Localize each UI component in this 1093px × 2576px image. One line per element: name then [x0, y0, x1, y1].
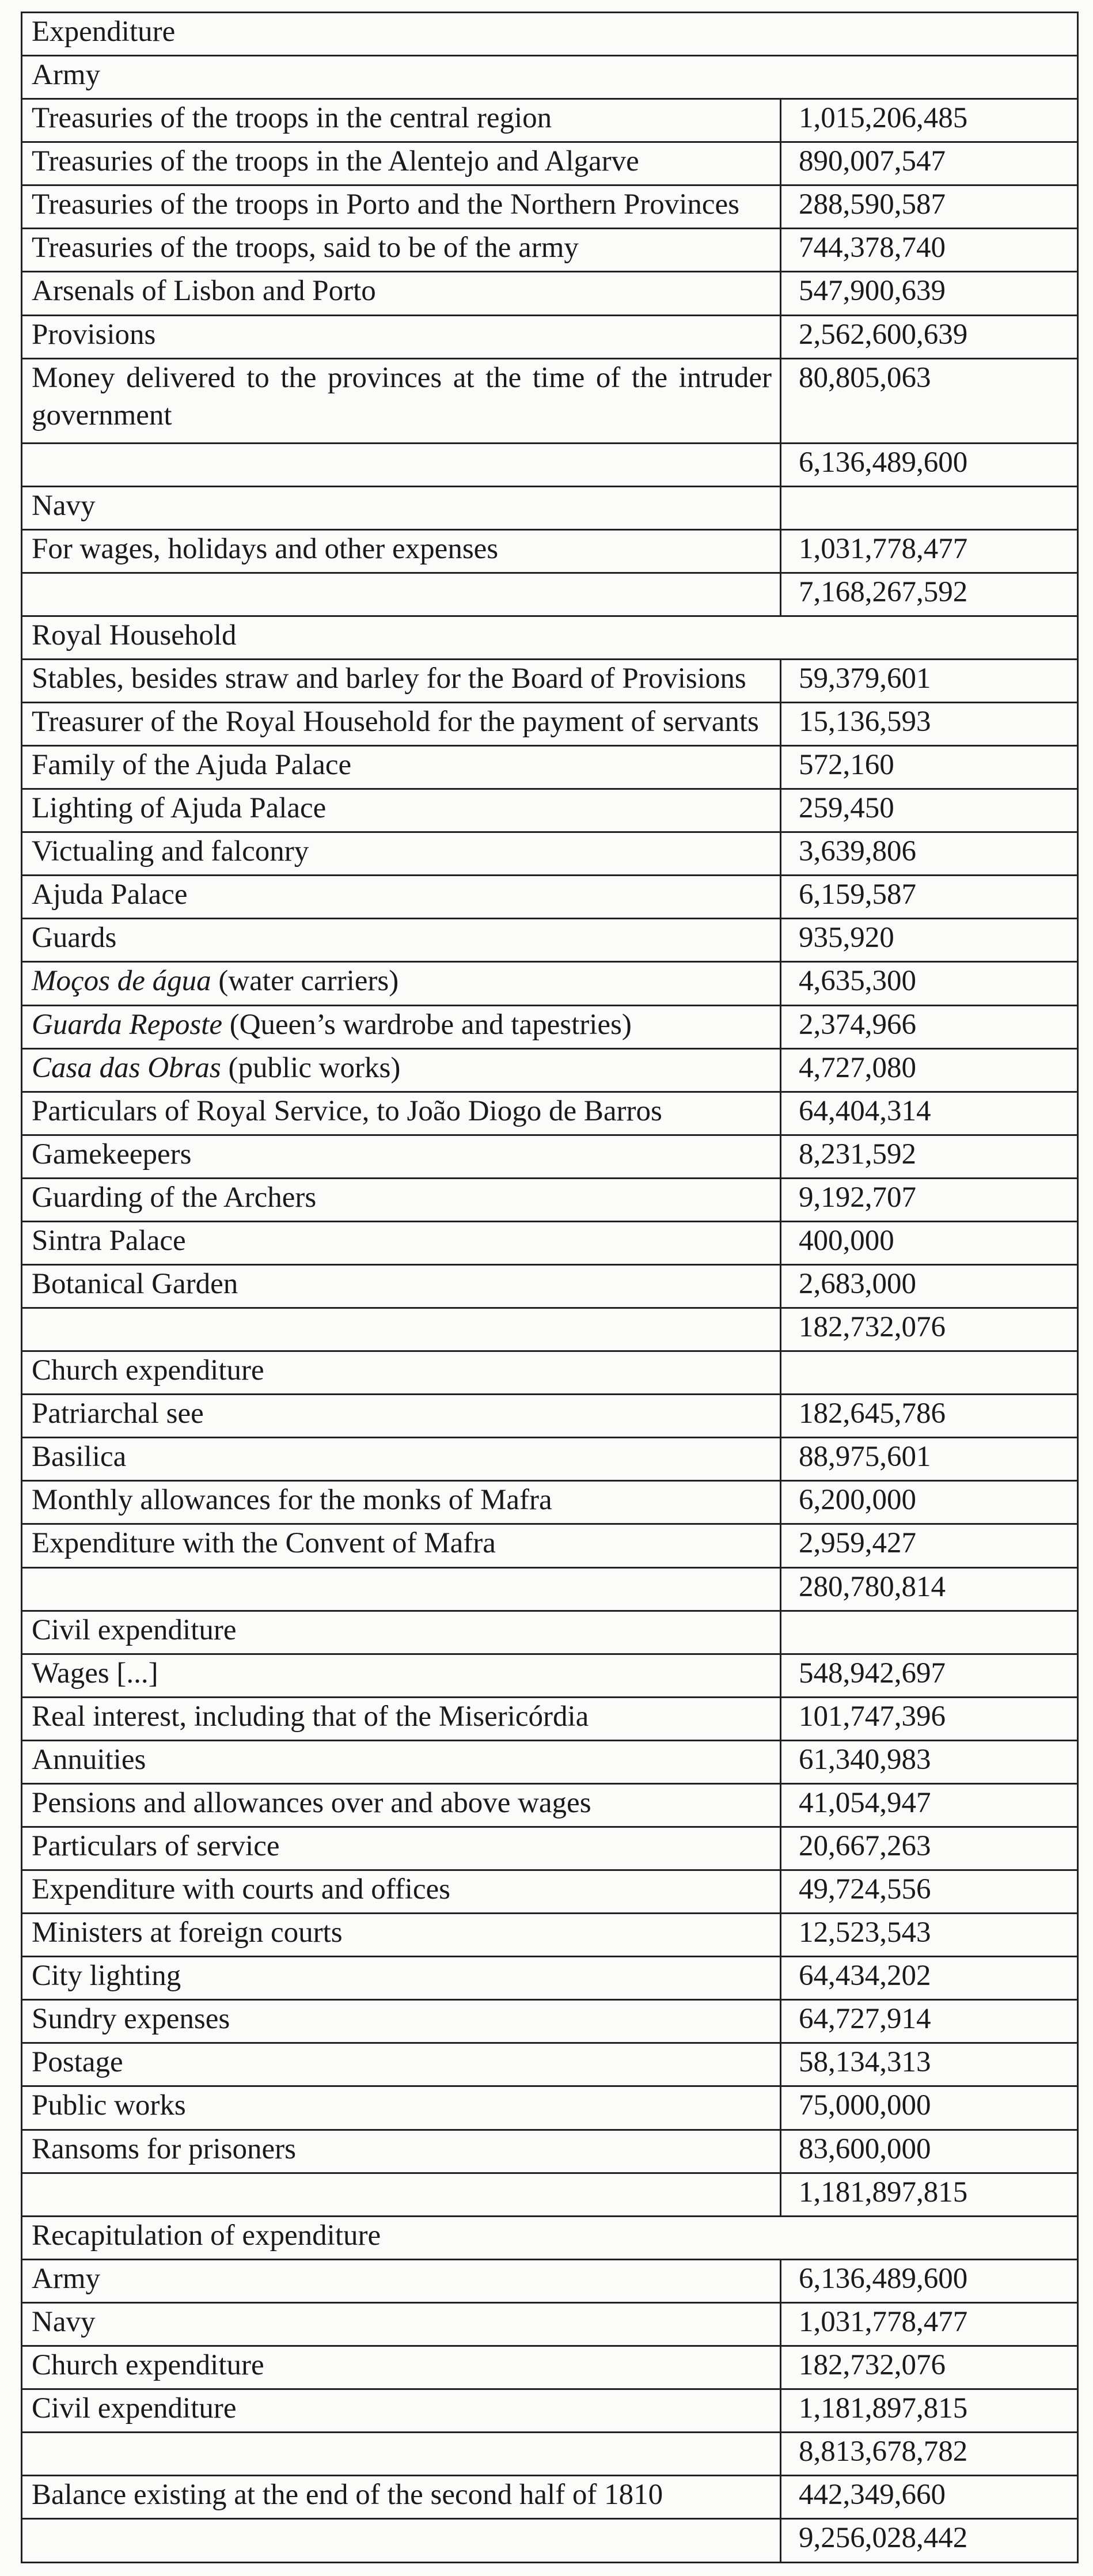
subtotal-row	[22, 573, 1078, 616]
item-label: Postage	[22, 2043, 781, 2086]
item-label: Botanical Garden	[22, 1264, 781, 1308]
section-label: Civil expenditure	[22, 1611, 781, 1654]
item-value: 182,732,076	[781, 2346, 1078, 2389]
item-value: 890,007,547	[781, 142, 1078, 185]
item-value: 1,031,778,477	[781, 529, 1078, 573]
item-value: 547,900,639	[781, 272, 1078, 315]
item-label: Treasurer of the Royal Household for the payment of servants	[22, 702, 781, 745]
item-label: Guards	[22, 919, 781, 962]
item-label: Balance existing at the end of the second half of 1810	[22, 2476, 781, 2519]
table-row	[22, 1395, 1078, 1438]
table-row	[22, 229, 1078, 272]
item-label: Guarding of the Archers	[22, 1178, 781, 1221]
item-value: 8,231,592	[781, 1135, 1078, 1178]
item-value: 288,590,587	[781, 185, 1078, 229]
subtotal-row	[22, 2519, 1078, 2563]
item-label: Sintra Palace	[22, 1221, 781, 1264]
item-label: Stables, besides straw and barley for the Board of Provisions	[22, 659, 781, 702]
item-label: Ministers at foreign courts	[22, 1914, 781, 1957]
item-label-rest: (Queen’s wardrobe and tapestries)	[222, 1008, 632, 1041]
section-label: Church expenditure	[22, 1351, 781, 1395]
item-value: 2,374,966	[781, 1005, 1078, 1048]
section-row	[22, 486, 1078, 529]
item-value: 259,450	[781, 789, 1078, 832]
table-row	[22, 2476, 1078, 2519]
item-value: 548,942,697	[781, 1654, 1078, 1697]
item-label: Patriarchal see	[22, 1395, 781, 1438]
subtotal-row	[22, 443, 1078, 486]
table-row	[22, 1957, 1078, 2000]
table-row	[22, 2389, 1078, 2433]
item-value	[781, 1351, 1078, 1395]
expenditure-table-body	[22, 13, 1078, 2563]
item-value	[781, 486, 1078, 529]
item-label: Particulars of service	[22, 1827, 781, 1870]
item-value: 2,562,600,639	[781, 315, 1078, 358]
subtotal-value: 6,136,489,600	[781, 443, 1078, 486]
table-row	[22, 702, 1078, 745]
item-value	[781, 1611, 1078, 1654]
item-label-italic: Casa das Obras	[32, 1051, 221, 1084]
table-row	[22, 185, 1078, 229]
table-row	[22, 1178, 1078, 1221]
table-row	[22, 1524, 1078, 1567]
item-label: Victualing and falconry	[22, 832, 781, 876]
table-row	[22, 1221, 1078, 1264]
item-value: 15,136,593	[781, 702, 1078, 745]
item-value: 6,136,489,600	[781, 2259, 1078, 2302]
item-value: 935,920	[781, 919, 1078, 962]
item-value: 4,635,300	[781, 962, 1078, 1005]
item-value: 101,747,396	[781, 1697, 1078, 1740]
item-label: Treasuries of the troops in the Alentejo and Algarve	[22, 142, 781, 185]
table-row	[22, 2130, 1078, 2173]
table-row	[22, 1438, 1078, 1481]
item-label: Gamekeepers	[22, 1135, 781, 1178]
section-header: Army	[22, 56, 1078, 99]
item-value: 400,000	[781, 1221, 1078, 1264]
item-value: 83,600,000	[781, 2130, 1078, 2173]
table-row	[22, 2086, 1078, 2130]
subtotal-label	[22, 2519, 781, 2563]
item-value: 9,192,707	[781, 1178, 1078, 1221]
item-value: 64,434,202	[781, 1957, 1078, 2000]
table-row	[22, 2000, 1078, 2043]
subtotal-value: 280,780,814	[781, 1567, 1078, 1611]
subtotal-value: 8,813,678,782	[781, 2433, 1078, 2476]
subtotal-row	[22, 2433, 1078, 2476]
item-value: 1,031,778,477	[781, 2302, 1078, 2346]
item-label: Civil expenditure	[22, 2389, 781, 2433]
item-label: City lighting	[22, 1957, 781, 2000]
item-value: 61,340,983	[781, 1740, 1078, 1783]
item-label: Navy	[22, 2302, 781, 2346]
table-row	[22, 1697, 1078, 1740]
table-row	[22, 789, 1078, 832]
table-row	[22, 1092, 1078, 1135]
item-value: 3,639,806	[781, 832, 1078, 876]
section-row	[22, 1351, 1078, 1395]
table-row	[22, 529, 1078, 573]
table-row	[22, 1870, 1078, 1914]
table-row	[22, 358, 1078, 443]
table-row	[22, 2346, 1078, 2389]
item-label: Real interest, including that of the Misericórdia	[22, 1697, 781, 1740]
subtotal-label	[22, 1567, 781, 1611]
subtotal-label	[22, 2433, 781, 2476]
item-label: Annuities	[22, 1740, 781, 1783]
expenditure-document	[21, 12, 1077, 2563]
section-header: Royal Household	[22, 616, 1078, 659]
item-value: 64,727,914	[781, 2000, 1078, 2043]
table-row	[22, 1783, 1078, 1827]
table-row	[22, 2043, 1078, 2086]
item-value: 4,727,080	[781, 1048, 1078, 1092]
subtotal-label	[22, 2173, 781, 2216]
item-label: Treasuries of the troops, said to be of the army	[22, 229, 781, 272]
section-header: Expenditure	[22, 13, 1078, 56]
section-row	[22, 1611, 1078, 1654]
table-row	[22, 962, 1078, 1005]
section-header: Recapitulation of expenditure	[22, 2216, 1078, 2259]
item-label: Army	[22, 2259, 781, 2302]
table-row	[22, 1135, 1078, 1178]
item-label-rest: (public works)	[221, 1051, 401, 1084]
item-label: Sundry expenses	[22, 2000, 781, 2043]
table-row	[22, 1914, 1078, 1957]
item-label: For wages, holidays and other expenses	[22, 529, 781, 573]
item-label: Lighting of Ajuda Palace	[22, 789, 781, 832]
item-label: Basilica	[22, 1438, 781, 1481]
item-value: 20,667,263	[781, 1827, 1078, 1870]
item-value: 58,134,313	[781, 2043, 1078, 2086]
section-header-row	[22, 2216, 1078, 2259]
item-label-italic: Guarda Reposte	[32, 1008, 222, 1041]
table-row	[22, 746, 1078, 789]
item-label	[22, 962, 781, 1005]
item-label: Ransoms for prisoners	[22, 2130, 781, 2173]
subtotal-value: 9,256,028,442	[781, 2519, 1078, 2563]
item-label: Money delivered to the provinces at the time of the intruder government	[22, 358, 781, 443]
item-value: 1,015,206,485	[781, 99, 1078, 142]
expenditure-table	[21, 12, 1079, 2563]
item-value: 88,975,601	[781, 1438, 1078, 1481]
table-row	[22, 1740, 1078, 1783]
item-label-italic: Moços de água	[32, 965, 211, 998]
table-row	[22, 2259, 1078, 2302]
subtotal-label	[22, 1308, 781, 1351]
section-header-row	[22, 13, 1078, 56]
item-label: Ajuda Palace	[22, 876, 781, 919]
item-value: 75,000,000	[781, 2086, 1078, 2130]
subtotal-label	[22, 443, 781, 486]
item-label: Public works	[22, 2086, 781, 2130]
table-row	[22, 1827, 1078, 1870]
item-label: Church expenditure	[22, 2346, 781, 2389]
item-value: 6,159,587	[781, 876, 1078, 919]
item-label	[22, 1005, 781, 1048]
item-value: 59,379,601	[781, 659, 1078, 702]
item-value: 182,645,786	[781, 1395, 1078, 1438]
table-row	[22, 2302, 1078, 2346]
item-value: 1,181,897,815	[781, 2389, 1078, 2433]
item-value: 41,054,947	[781, 1783, 1078, 1827]
table-row	[22, 272, 1078, 315]
section-header-row	[22, 616, 1078, 659]
item-value: 2,683,000	[781, 1264, 1078, 1308]
item-label: Monthly allowances for the monks of Mafra	[22, 1481, 781, 1524]
item-label-rest: (water carriers)	[211, 965, 399, 998]
item-label: Family of the Ajuda Palace	[22, 746, 781, 789]
table-row	[22, 315, 1078, 358]
item-label: Treasuries of the troops in the central region	[22, 99, 781, 142]
item-value: 2,959,427	[781, 1524, 1078, 1567]
subtotal-value: 7,168,267,592	[781, 573, 1078, 616]
item-label: Arsenals of Lisbon and Porto	[22, 272, 781, 315]
item-value: 64,404,314	[781, 1092, 1078, 1135]
item-label	[22, 1048, 781, 1092]
item-value: 12,523,543	[781, 1914, 1078, 1957]
table-row	[22, 1264, 1078, 1308]
item-label: Treasuries of the troops in Porto and the Northern Provinces	[22, 185, 781, 229]
item-label: Provisions	[22, 315, 781, 358]
item-label: Wages [...]	[22, 1654, 781, 1697]
item-label: Expenditure with courts and offices	[22, 1870, 781, 1914]
table-row	[22, 919, 1078, 962]
item-value: 442,349,660	[781, 2476, 1078, 2519]
item-label: Expenditure with the Convent of Mafra	[22, 1524, 781, 1567]
subtotal-label	[22, 573, 781, 616]
item-value: 6,200,000	[781, 1481, 1078, 1524]
table-row	[22, 1005, 1078, 1048]
subtotal-row	[22, 1567, 1078, 1611]
item-value: 572,160	[781, 746, 1078, 789]
section-header-row	[22, 56, 1078, 99]
table-row	[22, 832, 1078, 876]
section-label: Navy	[22, 486, 781, 529]
item-value: 744,378,740	[781, 229, 1078, 272]
subtotal-row	[22, 1308, 1078, 1351]
subtotal-value: 182,732,076	[781, 1308, 1078, 1351]
table-row	[22, 1481, 1078, 1524]
table-row	[22, 659, 1078, 702]
item-label: Particulars of Royal Service, to João Diogo de Barros	[22, 1092, 781, 1135]
table-row	[22, 1654, 1078, 1697]
table-row	[22, 876, 1078, 919]
item-value: 80,805,063	[781, 358, 1078, 443]
item-label: Pensions and allowances over and above wages	[22, 1783, 781, 1827]
table-row	[22, 142, 1078, 185]
subtotal-row	[22, 2173, 1078, 2216]
table-row	[22, 1048, 1078, 1092]
table-row	[22, 99, 1078, 142]
subtotal-value: 1,181,897,815	[781, 2173, 1078, 2216]
item-value: 49,724,556	[781, 1870, 1078, 1914]
